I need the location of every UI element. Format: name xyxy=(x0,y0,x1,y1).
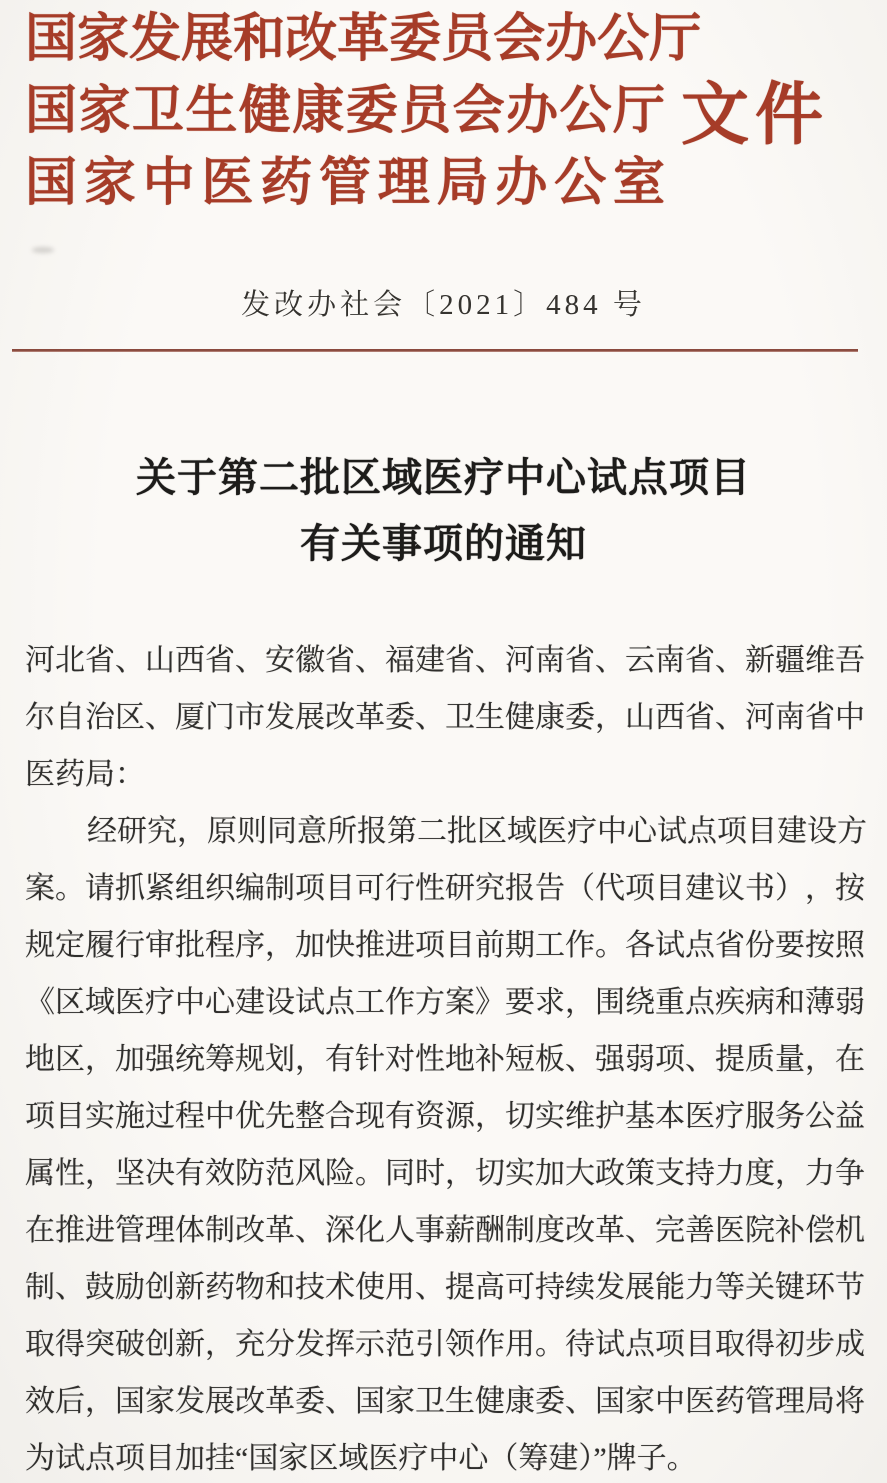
body-line: 效 后 ， 国 家 发 展 改 革 委 、 国 家 卫 生 健 康 委 、 国 家 中 医 药 管 理 局 将 xyxy=(25,1385,865,1418)
body-line: 项 目 实 施 过 程 中 优 先 整 合 现 有 资 源 ， 切 实 维 护 基 本 医 疗 服 务 公 益 xyxy=(25,1100,865,1133)
body-line: 制 、 鼓 励 创 新 药 物 和 技 术 使 用 、 提 高 可 持 续 发 展 能 力 等 关 键 环 节 xyxy=(25,1271,865,1304)
document-title xyxy=(0,445,887,577)
document-title-line-1: 关于第二批区域医疗中心试点项目 xyxy=(136,455,751,500)
letterhead xyxy=(25,4,702,220)
doc-number: 发改办社会〔2021〕484 号 xyxy=(241,289,646,321)
body-line: 经 研 究 ， 原 则 同 意 所 报 第 二 批 区 域 医 疗 中 心 试 点 项 目 建 设 方 xyxy=(87,815,867,848)
letterhead-org-line-1: 国 家 发 展 和 改 革 委 员 会 办 公 厅 xyxy=(25,11,702,68)
body-line: 河 北 省 、 山 西 省 、 安 徽 省 、 福 建 省 、 河 南 省 、 云 南 省 、 新 疆 维 吾 xyxy=(25,644,865,677)
letterhead-org-line-3: 国 家 中 医 药 管 理 局 办 公 室 xyxy=(25,155,665,212)
scan-smudge xyxy=(32,247,54,253)
body-line: 为试点项目加挂“国家区域医疗中心（筹建）”牌子。 xyxy=(25,1442,697,1475)
body-line: 《 区 域 医 疗 中 心 建 设 试 点 工 作 方 案 》 要 求 ， 围 绕 重 点 疾 病 和 薄 弱 xyxy=(25,986,865,1019)
letterhead-org-line-2: 国 家 卫 生 健 康 委 员 会 办 公 厅 xyxy=(25,83,665,140)
body-line: 取 得 突 破 创 新 ， 充 分 发 挥 示 范 引 领 作 用 。 待 试 点 项 目 取 得 初 步 成 xyxy=(25,1328,865,1361)
body-line: 地 区 ， 加 强 统 筹 规 划 ， 有 针 对 性 地 补 短 板 、 强 弱 项 、 提 质 量 ， 在 xyxy=(25,1043,865,1076)
body-line: 规 定 履 行 审 批 程 序 ， 加 快 推 进 项 目 前 期 工 作 。 各 试 点 省 份 要 按 照 xyxy=(25,929,865,962)
document-title-line-2: 有关事项的通知 xyxy=(300,521,587,566)
body-line: 属 性 ， 坚 决 有 效 防 范 风 险 。 同 时 ， 切 实 加 大 政 策 支 持 力 度 ， 力 争 xyxy=(25,1157,865,1190)
doc-type-label: 文 件 xyxy=(681,77,823,153)
document-body xyxy=(25,632,867,1483)
red-divider-line xyxy=(12,349,858,352)
body-line: 尔 自 治 区 、 厦 门 市 发 展 改 革 委 、 卫 生 健 康 委 ， 山 西 省 、 河 南 省 中 xyxy=(25,701,865,734)
body-line: 案 。 请 抓 紧 组 织 编 制 项 目 可 行 性 研 究 报 告 （ 代 项 目 建 议 书 ） ， 按 xyxy=(25,872,865,905)
body-line: 医药局： xyxy=(25,758,145,791)
body-line: 在 推 进 管 理 体 制 改 革 、 深 化 人 事 薪 酬 制 度 改 革 、 完 善 医 院 补 偿 机 xyxy=(25,1214,865,1247)
